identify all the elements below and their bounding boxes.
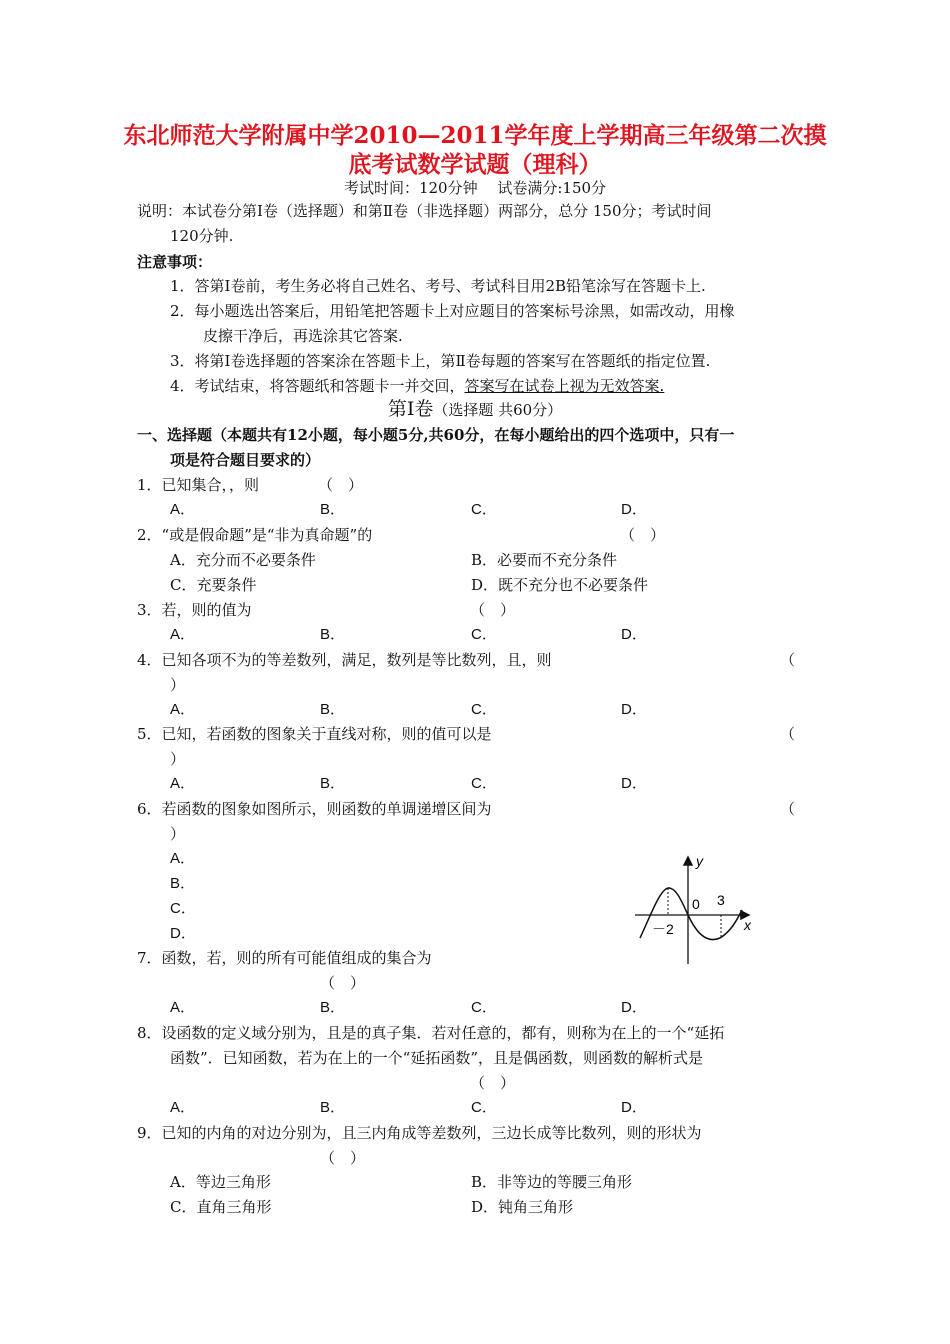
q5-paren-close: ） bbox=[170, 750, 186, 768]
q5-option-b: B． bbox=[320, 775, 346, 792]
q9-option-b: B．非等边的等腰三角形 bbox=[471, 1173, 633, 1191]
q2-option-d: D．既不充分也不必要条件 bbox=[471, 576, 649, 594]
question-9: 9．已知的内角的对边分别为，且三内角成等差数列，三边长成等比数列，则的形状为 bbox=[137, 1124, 702, 1142]
q8-answer-paren: （ ） bbox=[470, 1074, 516, 1092]
q2-option-b: B．必要而不充分条件 bbox=[471, 551, 618, 569]
question-2: 2．“或是假命题”是“非为真命题”的 bbox=[137, 526, 373, 544]
q7-option-b: B． bbox=[320, 999, 346, 1016]
note-item-3: 3．将第Ⅰ卷选择题的答案涂在答题卡上，第Ⅱ卷每题的答案写在答题纸的指定位置. bbox=[170, 352, 711, 370]
volume-title: 第Ⅰ卷 bbox=[387, 398, 434, 420]
note-item-4-underlined: 答案写在试卷上视为无效答案. bbox=[464, 377, 665, 395]
q4-option-c: C． bbox=[471, 701, 497, 718]
intro-line-2: 120分钟. bbox=[170, 227, 234, 245]
volume-heading bbox=[0, 398, 950, 421]
question-6: 6．若函数的图象如图所示，则函数的单调递增区间为 bbox=[137, 800, 492, 818]
note-item-1: 1．答第Ⅰ卷前，考生务必将自己姓名、考号、考试科目用2B铅笔涂写在答题卡上. bbox=[170, 277, 706, 295]
note-item-4 bbox=[170, 375, 664, 397]
q6-option-a: A． bbox=[170, 850, 196, 867]
function-graph-figure bbox=[630, 852, 760, 970]
q5-paren-open: （ bbox=[780, 725, 796, 743]
q3-option-b: B． bbox=[320, 626, 346, 643]
q4-option-a: A． bbox=[170, 701, 196, 718]
y-axis-label: y bbox=[696, 853, 703, 869]
question-1: 1．已知集合，，则 bbox=[137, 476, 260, 494]
q6-option-d: D． bbox=[170, 925, 196, 942]
question-4: 4．已知各项不为的等差数列，满足，数列是等比数列，且，则 bbox=[137, 651, 552, 669]
x-axis-label: x bbox=[744, 917, 751, 933]
exam-info: 考试时间：120分钟 试卷满分:150分 bbox=[343, 179, 607, 197]
q7-answer-paren: （ ） bbox=[320, 974, 366, 992]
q1-option-b: B． bbox=[320, 501, 346, 518]
q1-option-a: A． bbox=[170, 501, 196, 518]
q9-option-a: A．等边三角形 bbox=[170, 1173, 271, 1191]
q7-option-d: D． bbox=[621, 999, 647, 1016]
question-8-line-1: 8．设函数的定义域分别为，且是的真子集．若对任意的，都有，则称为在上的一个“延拓 bbox=[137, 1024, 725, 1042]
q6-paren-open: （ bbox=[780, 800, 796, 818]
q5-option-c: C． bbox=[471, 775, 497, 792]
q9-answer-paren: （ ） bbox=[320, 1149, 366, 1167]
volume-subtitle: （选择题 共60分） bbox=[433, 401, 563, 419]
title-line-2: 底考试数学试题（理科） bbox=[348, 151, 602, 178]
q1-option-d: D． bbox=[621, 501, 647, 518]
section-1-line-1: 一、选择题（本题共有12小题，每小题5分,共60分，在每小题给出的四个选项中，只有一 bbox=[137, 426, 735, 444]
q6-paren-close: ） bbox=[170, 825, 186, 843]
origin-label: 0 bbox=[692, 896, 700, 912]
q7-option-c: C． bbox=[471, 999, 497, 1016]
q4-option-d: D． bbox=[621, 701, 647, 718]
intro-line-1: 说明：本试卷分第Ⅰ卷（选择题）和第Ⅱ卷（非选择题）两部分，总分 150分；考试时间 bbox=[137, 202, 712, 220]
q4-option-b: B． bbox=[320, 701, 346, 718]
note-item-2: 2．每小题选出答案后，用铅笔把答题卡上对应题目的答案标号涂黑，如需改动，用橡 bbox=[170, 302, 735, 320]
question-7: 7．函数，若，则的所有可能值组成的集合为 bbox=[137, 949, 432, 967]
q5-option-d: D． bbox=[621, 775, 647, 792]
q8-option-d: D． bbox=[621, 1099, 647, 1116]
note-item-4-text: 4．考试结束，将答题纸和答题卡一并交回， bbox=[170, 377, 465, 395]
q9-option-d: D．钝角三角形 bbox=[471, 1198, 574, 1216]
q2-option-a: A．充分而不必要条件 bbox=[170, 551, 316, 569]
q8-option-a: A． bbox=[170, 1099, 196, 1116]
q6-option-b: B． bbox=[170, 875, 196, 892]
q9-option-c: C．直角三角形 bbox=[170, 1198, 272, 1216]
note-item-2-cont: 皮擦干净后，再选涂其它答案. bbox=[203, 327, 403, 345]
q3-option-d: D． bbox=[621, 626, 647, 643]
q2-option-c: C．充要条件 bbox=[170, 576, 257, 594]
tick-label-3: 3 bbox=[717, 892, 725, 908]
tick-label-neg2: －2 bbox=[652, 921, 674, 937]
q3-option-a: A． bbox=[170, 626, 196, 643]
q8-option-c: C． bbox=[471, 1099, 497, 1116]
q6-option-c: C． bbox=[170, 900, 196, 917]
q1-option-c: C． bbox=[471, 501, 497, 518]
notes-heading: 注意事项： bbox=[137, 253, 213, 271]
q1-answer-paren: （ ） bbox=[318, 476, 364, 494]
question-5: 5．已知，若函数的图象关于直线对称，则的值可以是 bbox=[137, 725, 492, 743]
title-line-1: 东北师范大学附属中学2010—2011学年度上学期高三年级第二次摸 bbox=[123, 122, 827, 149]
q8-option-b: B． bbox=[320, 1099, 346, 1116]
q4-paren-open: （ bbox=[780, 651, 796, 669]
question-8-line-2: 函数”．已知函数，若为在上的一个“延拓函数”，且是偶函数，则函数的解析式是 bbox=[170, 1049, 704, 1067]
question-3: 3．若，则的值为 bbox=[137, 601, 252, 619]
q2-answer-paren: （ ） bbox=[620, 526, 666, 544]
q7-option-a: A． bbox=[170, 999, 196, 1016]
section-1-line-2: 项是符合题目要求的） bbox=[170, 451, 321, 469]
q3-answer-paren: （ ） bbox=[470, 601, 516, 619]
q4-paren-close: ） bbox=[170, 676, 186, 694]
q5-option-a: A． bbox=[170, 775, 196, 792]
q3-option-c: C． bbox=[471, 626, 497, 643]
